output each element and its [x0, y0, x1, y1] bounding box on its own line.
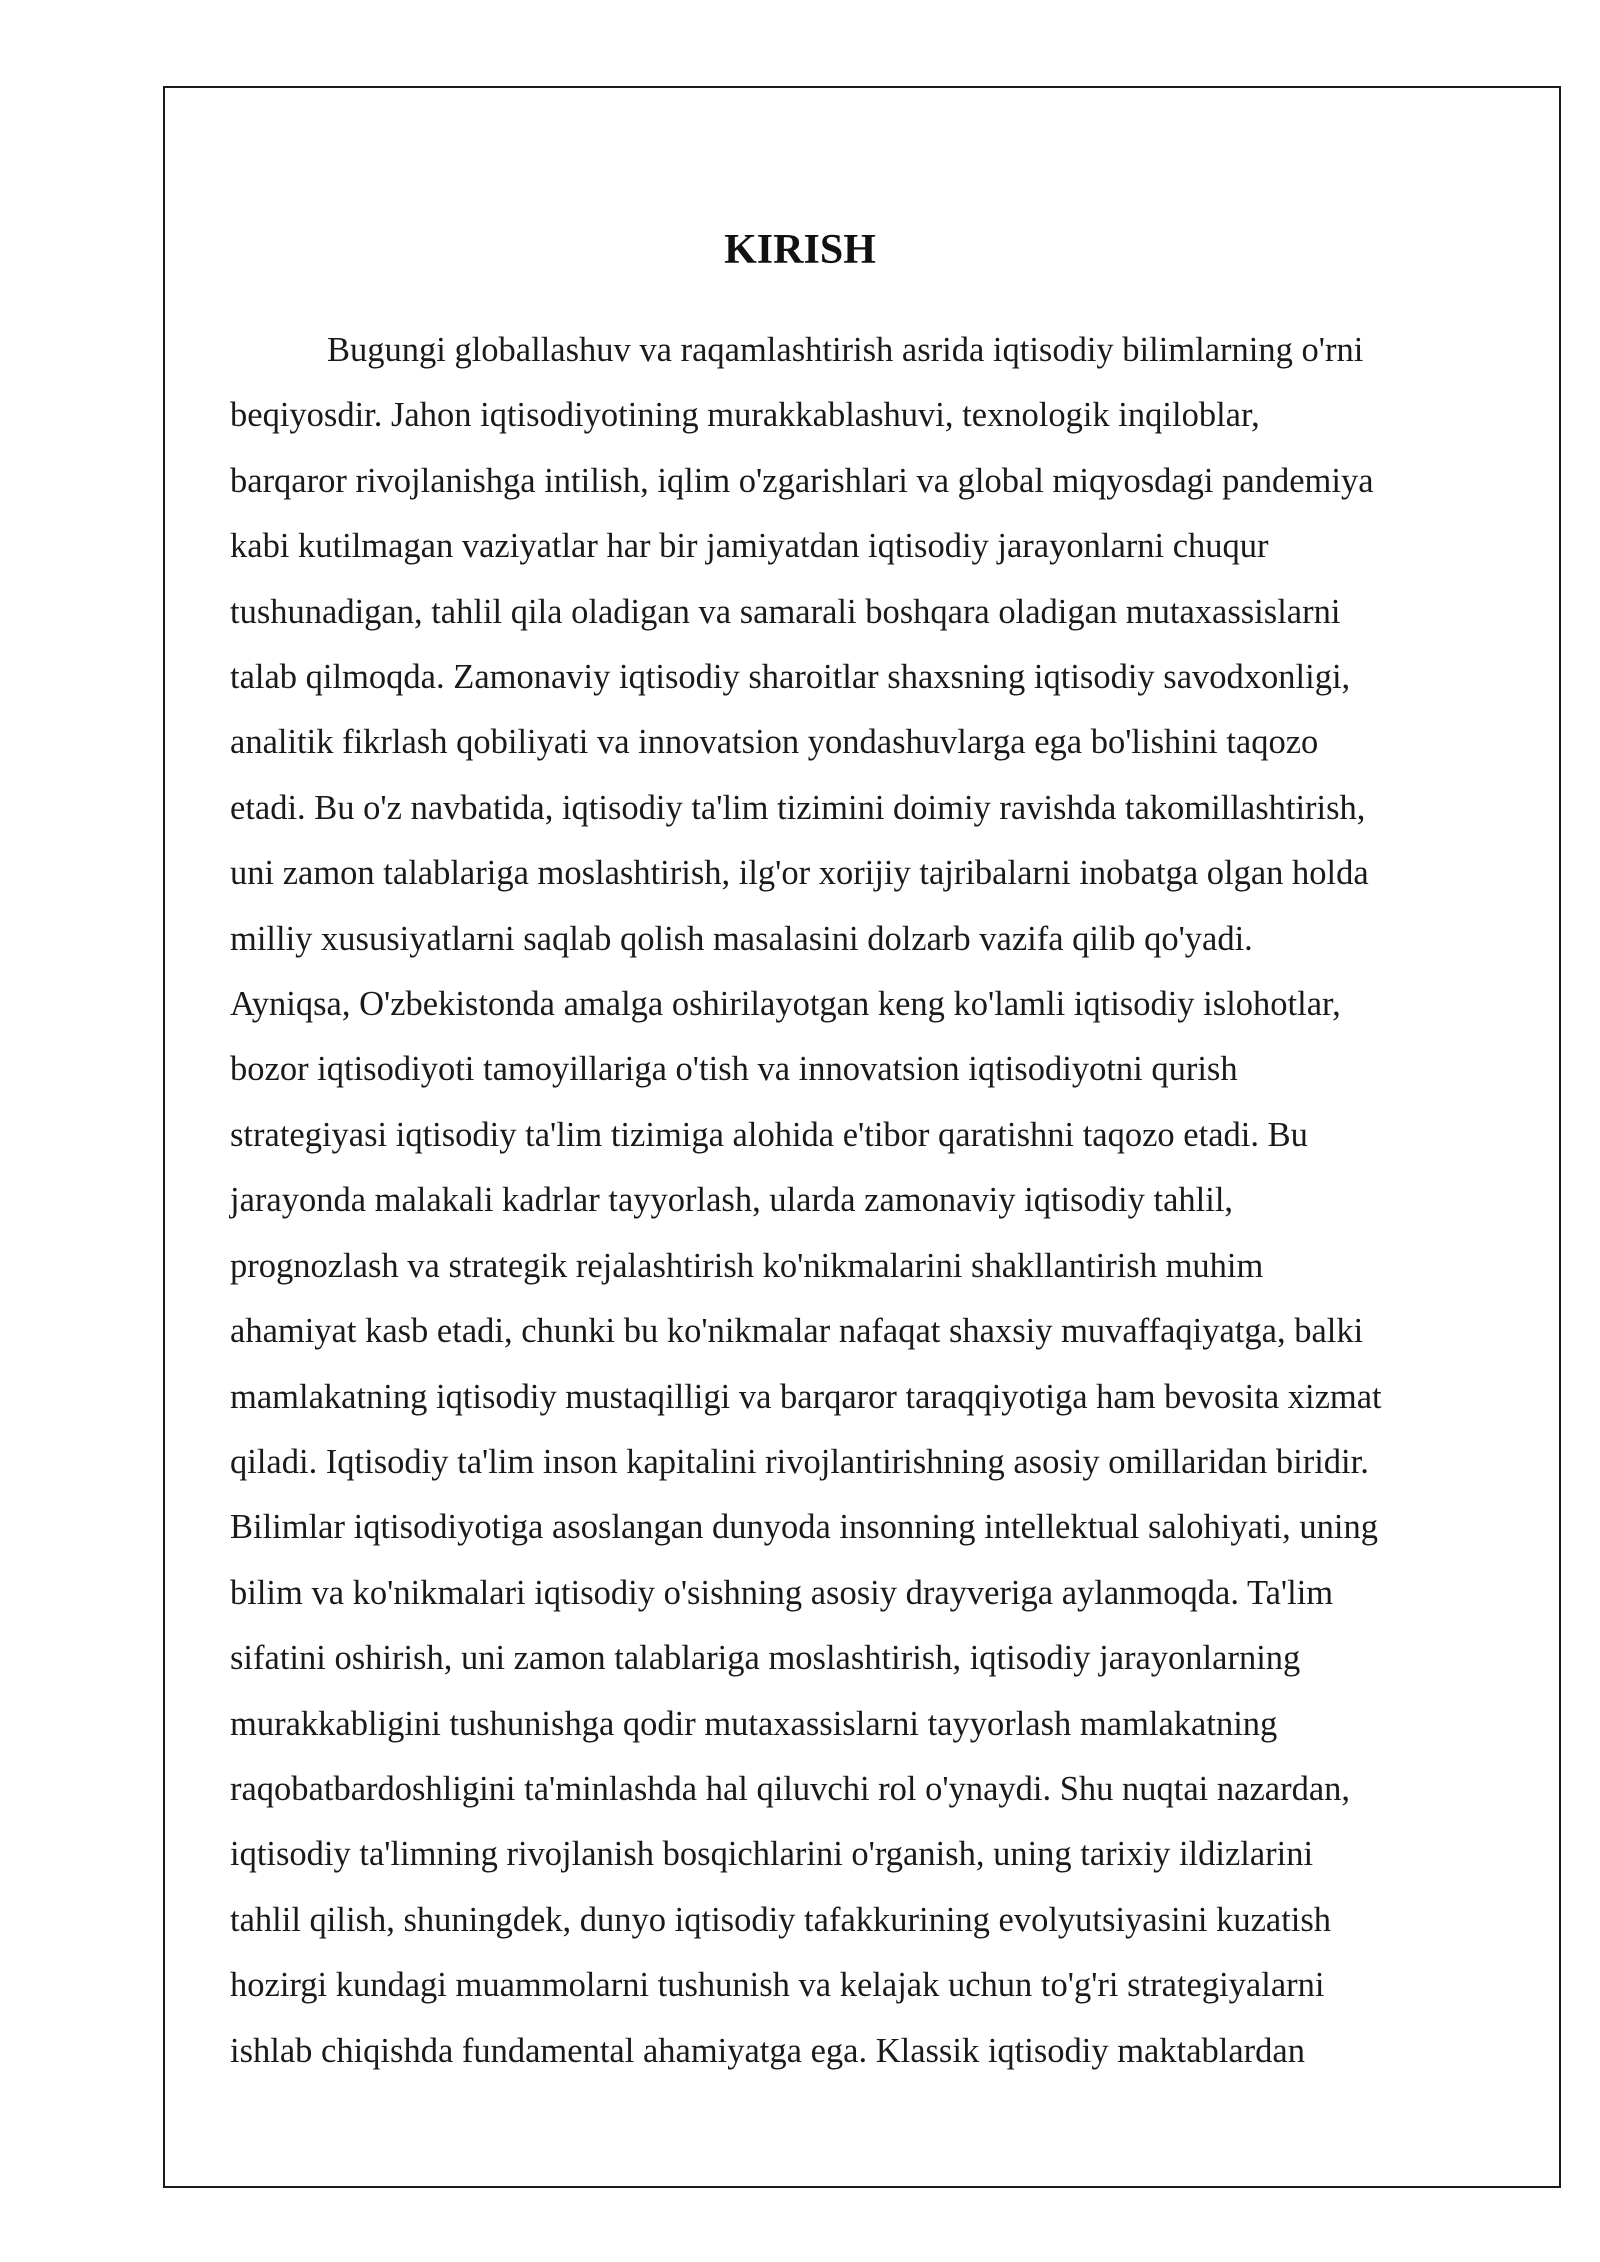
text-line: raqobatbardoshligini ta'minlashda hal qiluvchi rol o'ynaydi. Shu nuqtai nazardan, [230, 1769, 1351, 1808]
text-line: qiladi. Iqtisodiy ta'lim inson kapitalini rivojlantirishning asosiy omillaridan biridir. [230, 1442, 1369, 1481]
text-line: iqtisodiy ta'limning rivojlanish bosqichlarini o'rganish, uning tarixiy ildizlarini [230, 1835, 1314, 1874]
text-line: barqaror rivojlanishga intilish, iqlim o'zgarishlari va global miqyosdagi pandemiya [230, 461, 1374, 500]
text-line: sifatini oshirish, uni zamon talablariga moslashtirish, iqtisodiy jarayonlarning [230, 1639, 1301, 1678]
text-line: mamlakatning iqtisodiy mustaqilligi va barqaror taraqqiyotiga ham bevosita xizmat [230, 1377, 1382, 1416]
text-line: tahlil qilish, shuningdek, dunyo iqtisodiy tafakkurining evolyutsiyasini kuzatish [230, 1900, 1332, 1939]
text-line: jarayonda malakali kadrlar tayyorlash, ularda zamonaviy iqtisodiy tahlil, [230, 1181, 1234, 1220]
text-line: prognozlash va strategik rejalashtirish ko'nikmalarini shakllantirish muhim [230, 1246, 1264, 1285]
text-line: ishlab chiqishda fundamental ahamiyatga ega. Klassik iqtisodiy maktablardan [230, 2031, 1305, 2070]
text-line: milliy xususiyatlarni saqlab qolish masalasini dolzarb vazifa qilib qo'yadi. [230, 919, 1253, 958]
page-title: KIRISH [724, 227, 876, 273]
text-line: bozor iqtisodiyoti tamoyillariga o'tish va innovatsion iqtisodiyotni qurish [230, 1050, 1238, 1089]
text-line: etadi. Bu o'z navbatida, iqtisodiy ta'lim tizimini doimiy ravishda takomillashtirish, [230, 788, 1366, 827]
text-line: Bugungi globallashuv va raqamlashtirish asrida iqtisodiy bilimlarning o'rni [327, 331, 1364, 369]
text-line: bilim va ko'nikmalari iqtisodiy o'sishning asosiy drayveriga aylanmoqda. Ta'lim [230, 1573, 1334, 1612]
text-line: ahamiyat kasb etadi, chunki bu ko'nikmalar nafaqat shaxsiy muvaffaqiyatga, balki [230, 1312, 1364, 1351]
body-paragraph [230, 318, 1490, 2084]
text-line: uni zamon talablariga moslashtirish, ilg'or xorijiy tajribalarni inobatga olgan holda [230, 854, 1369, 893]
text-line: Ayniqsa, O'zbekistonda amalga oshirilayotgan keng ko'lamli iqtisodiy islohotlar, [230, 985, 1341, 1024]
text-line: tushunadigan, tahlil qila oladigan va samarali boshqara oladigan mutaxassislarni [230, 592, 1341, 631]
text-line: kabi kutilmagan vaziyatlar har bir jamiyatdan iqtisodiy jarayonlarni chuqur [230, 527, 1269, 566]
text-line: talab qilmoqda. Zamonaviy iqtisodiy sharoitlar shaxsning iqtisodiy savodxonligi, [230, 658, 1351, 697]
text-line: beqiyosdir. Jahon iqtisodiyotining murakkablashuvi, texnologik inqiloblar, [230, 396, 1260, 435]
text-line: Bilimlar iqtisodiyotiga asoslangan dunyoda insonning intellektual salohiyati, uning [230, 1508, 1378, 1547]
text-line: analitik fikrlash qobiliyati va innovatsion yondashuvlarga ega bo'lishini taqozo [230, 723, 1319, 762]
text-line: murakkabligini tushunishga qodir mutaxassislarni tayyorlash mamlakatning [230, 1704, 1278, 1743]
text-line: hozirgi kundagi muammolarni tushunish va kelajak uchun to'g'ri strategiyalarni [230, 1966, 1325, 2005]
text-line: strategiyasi iqtisodiy ta'lim tizimiga alohida e'tibor qaratishni taqozo etadi. Bu [230, 1115, 1308, 1154]
